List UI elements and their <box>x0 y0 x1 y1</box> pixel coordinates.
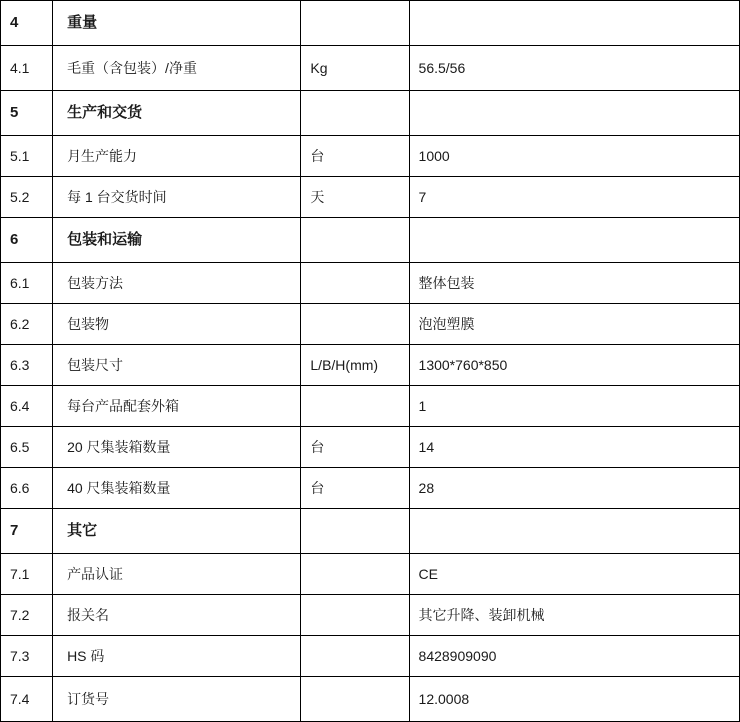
cell-unit: L/B/H(mm) <box>301 345 409 386</box>
cell-value: 56.5/56 <box>409 46 739 91</box>
cell-number: 5.1 <box>1 136 53 177</box>
cell-value: 泡泡塑膜 <box>409 304 739 345</box>
cell-value: 1300*760*850 <box>409 345 739 386</box>
cell-item: 重量 <box>53 1 301 46</box>
cell-unit <box>301 636 409 677</box>
table-section-row <box>1 91 740 136</box>
cell-value: 14 <box>409 427 739 468</box>
cell-item: 产品认证 <box>53 554 301 595</box>
table-row <box>1 304 740 345</box>
cell-number: 4 <box>1 1 53 46</box>
cell-item: 生产和交货 <box>53 91 301 136</box>
cell-unit: Kg <box>301 46 409 91</box>
cell-unit <box>301 91 409 136</box>
cell-item: 其它 <box>53 509 301 554</box>
cell-item: 报关名 <box>53 595 301 636</box>
cell-unit: 台 <box>301 468 409 509</box>
cell-value: 整体包装 <box>409 263 739 304</box>
cell-unit: 台 <box>301 136 409 177</box>
table-row <box>1 136 740 177</box>
cell-unit <box>301 677 409 722</box>
cell-unit <box>301 554 409 595</box>
table-section-row <box>1 1 740 46</box>
cell-number: 4.1 <box>1 46 53 91</box>
cell-number: 7 <box>1 509 53 554</box>
cell-item: 20 尺集装箱数量 <box>53 427 301 468</box>
cell-item: 40 尺集装箱数量 <box>53 468 301 509</box>
cell-item: 包装方法 <box>53 263 301 304</box>
cell-number: 6.5 <box>1 427 53 468</box>
cell-unit <box>301 263 409 304</box>
cell-item: 每台产品配套外箱 <box>53 386 301 427</box>
table-row <box>1 177 740 218</box>
cell-number: 6.3 <box>1 345 53 386</box>
cell-unit <box>301 595 409 636</box>
cell-value: CE <box>409 554 739 595</box>
table-row <box>1 595 740 636</box>
cell-value <box>409 218 739 263</box>
cell-number: 7.1 <box>1 554 53 595</box>
cell-number: 7.4 <box>1 677 53 722</box>
cell-item: 包装和运输 <box>53 218 301 263</box>
cell-item: 每 1 台交货时间 <box>53 177 301 218</box>
cell-number: 6.2 <box>1 304 53 345</box>
table-row <box>1 386 740 427</box>
cell-item: 月生产能力 <box>53 136 301 177</box>
cell-value <box>409 1 739 46</box>
table-row <box>1 427 740 468</box>
cell-unit <box>301 1 409 46</box>
cell-number: 6 <box>1 218 53 263</box>
table-section-row <box>1 218 740 263</box>
cell-unit <box>301 304 409 345</box>
table-row <box>1 263 740 304</box>
table-body <box>1 1 740 722</box>
cell-item: 毛重（含包装）/净重 <box>53 46 301 91</box>
cell-value: 1000 <box>409 136 739 177</box>
table-row <box>1 554 740 595</box>
cell-item: 包装尺寸 <box>53 345 301 386</box>
cell-number: 5.2 <box>1 177 53 218</box>
cell-value: 8428909090 <box>409 636 739 677</box>
cell-value <box>409 509 739 554</box>
cell-unit <box>301 386 409 427</box>
cell-value: 其它升降、装卸机械 <box>409 595 739 636</box>
cell-unit <box>301 218 409 263</box>
cell-item: 包装物 <box>53 304 301 345</box>
cell-unit <box>301 509 409 554</box>
cell-number: 7.3 <box>1 636 53 677</box>
cell-unit: 天 <box>301 177 409 218</box>
cell-item: HS 码 <box>53 636 301 677</box>
cell-number: 5 <box>1 91 53 136</box>
cell-unit: 台 <box>301 427 409 468</box>
cell-item: 订货号 <box>53 677 301 722</box>
cell-value: 12.0008 <box>409 677 739 722</box>
table-row <box>1 468 740 509</box>
cell-number: 6.1 <box>1 263 53 304</box>
table-section-row <box>1 509 740 554</box>
cell-value <box>409 91 739 136</box>
cell-number: 6.4 <box>1 386 53 427</box>
table-row <box>1 46 740 91</box>
cell-number: 6.6 <box>1 468 53 509</box>
cell-number: 7.2 <box>1 595 53 636</box>
cell-value: 1 <box>409 386 739 427</box>
table-row <box>1 636 740 677</box>
table-row <box>1 677 740 722</box>
cell-value: 7 <box>409 177 739 218</box>
cell-value: 28 <box>409 468 739 509</box>
table-row <box>1 345 740 386</box>
